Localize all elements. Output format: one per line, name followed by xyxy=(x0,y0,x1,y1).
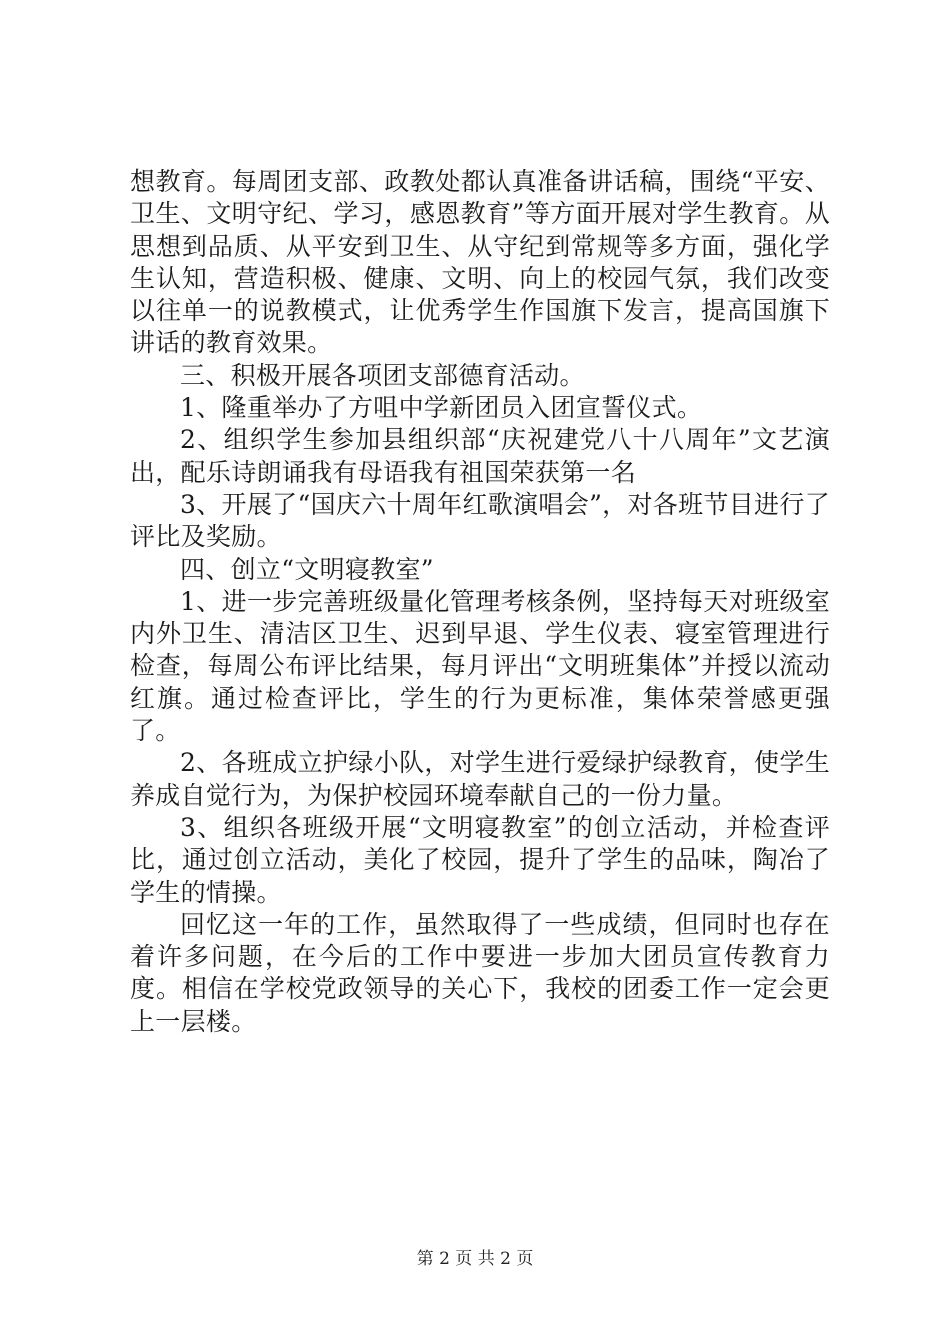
paragraph-1: 想教育。每周团支部、政教处都认真准备讲话稿，围绕“平安、卫生、文明守纪、学习，感恩教育”等方面开展对学生教育。从思想到品质、从平安到卫生、从守纪到常规等多方面，强化学生认知，营造积极、健康、文明、向上的校园气氛，我们改变以往单一的说教模式，让优秀学生作国旗下发言，提高国旗下讲话的教育效果。 xyxy=(130,167,830,358)
paragraph-7: 1、进一步完善班级量化管理考核条例，坚持每天对班级室内外卫生、清洁区卫生、迟到早退、学生仪表、寝室管理进行检查，每周公布评比结果，每月评出“文明班集体”并授以流动红旗。通过检查评比，学生的行为更标准，集体荣誉感更强了。 xyxy=(130,586,830,746)
paragraph-10: 回忆这一年的工作，虽然取得了一些成绩，但同时也存在着许多问题，在今后的工作中要进一步加大团员宣传教育力度。相信在学校党政领导的关心下，我校的团委工作一定会更上一层楼。 xyxy=(130,909,830,1036)
page-footer: 第 2 页 共 2 页 xyxy=(416,1249,534,1269)
paragraph-9: 3、组织各班级开展“文明寝教室”的创立活动，并检查评比，通过创立活动，美化了校园，提升了学生的品味，陶冶了学生的情操。 xyxy=(130,812,830,907)
paragraph-3: 1、隆重举办了方咀中学新团员入团宣誓仪式。 xyxy=(180,393,703,423)
document-body xyxy=(130,166,830,1038)
paragraph-5: 3、开展了“国庆六十周年红歌演唱会”，对各班节目进行了评比及奖励。 xyxy=(130,489,830,552)
paragraph-8: 2、各班成立护绿小队，对学生进行爱绿护绿教育，使学生养成自觉行为，为保护校园环境奉献自己的一份力量。 xyxy=(130,748,830,810)
paragraph-6: 四、创立“文明寝教室” xyxy=(180,554,434,584)
paragraph-4: 2、组织学生参加县组织部“庆祝建党八十八周年”文艺演出，配乐诗朗诵我有母语我有祖国荣获第一名 xyxy=(130,425,830,487)
paragraph-2: 三、积极开展各项团支部德育活动。 xyxy=(180,360,585,390)
